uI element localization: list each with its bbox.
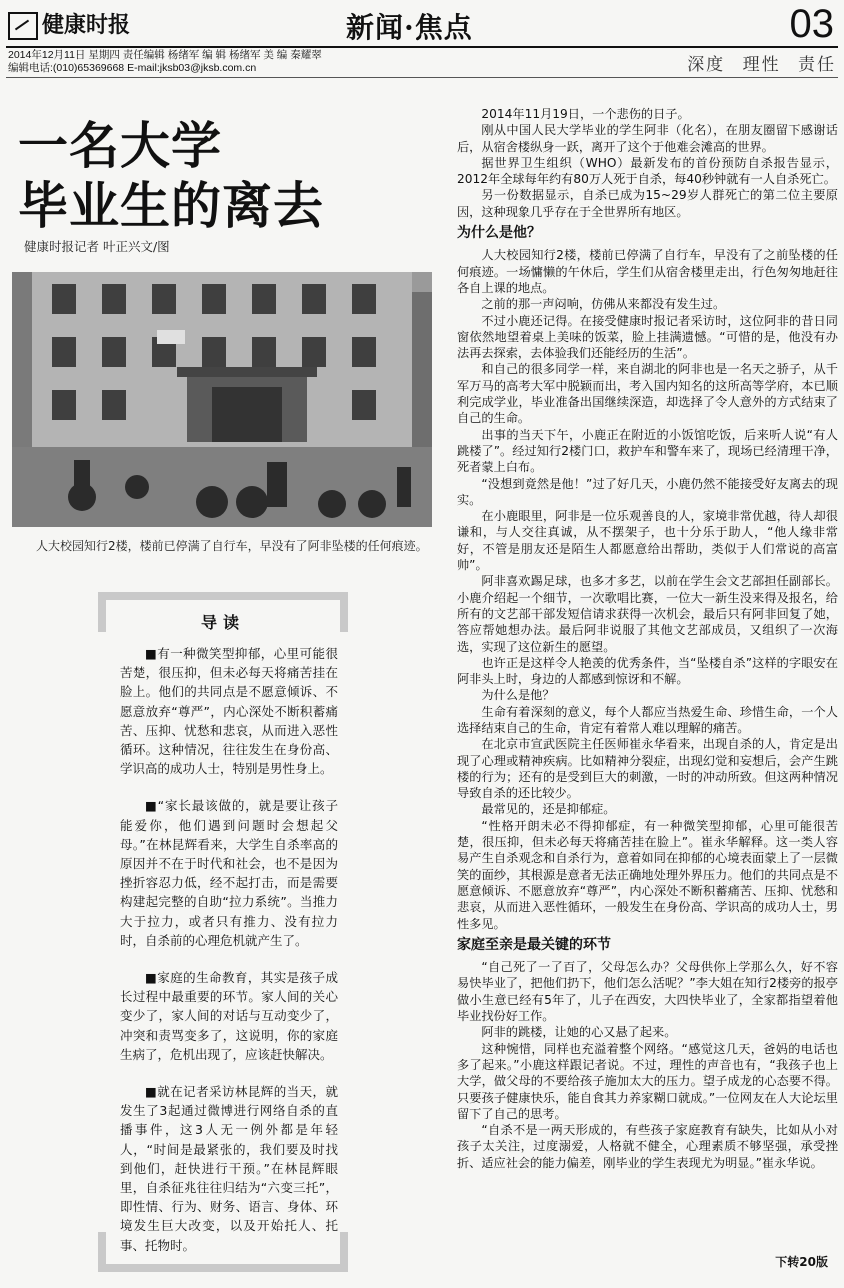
article-paragraph: 阿非喜欢踢足球，也多才多艺，以前在学生会文艺部担任副部长。小鹿介绍起一个细节，一次歌唱比赛，一位大一新生没来得及报名，给所有的文艺部干部发短信请求获得一次机会，最后只有阿非回复了她，答应帮她想办法。最后阿非说服了其他文艺部成员，又组织了一次海选，实现了这位新生的愿望。 <box>457 574 838 654</box>
section-title: 新闻·焦点 <box>346 11 473 44</box>
article-paragraph: “没想到竟然是他！”过了好几天，小鹿仍然不能接受好友离去的现实。 <box>457 476 838 507</box>
tagline-item: 理性 <box>742 55 781 75</box>
guide-paragraph: ■有一种微笑型抑郁，心里可能很苦楚，很压抑，但未必每天将痛苦挂在脸上。他们的共同点是不愿意倾诉、不愿意放弃“尊严”，内心深处不断积蓄痛苦、压抑、忧愁和悲哀，从而进入恶性循环。这种情况，往往发生在身份高、学识高的成功人士，特别是男性身上。 <box>120 646 338 777</box>
article-paragraph: 在北京市宣武医院主任医师崔永华看来，出现自杀的人，肯定是出现了心理或精神疾病。比如精神分裂症，出现幻觉和妄想后，会产生跳楼的行为；还有的是受到巨大的刺激，一时的冲动所致。但这两种情况导致自杀的还比较少。 <box>457 737 838 801</box>
article-paragraph: 生命有着深刻的意义，每个人都应当热爱生命、珍惜生命，一个人选择结束自己的生命，肯定有着常人难以理解的痛苦。 <box>457 704 838 735</box>
photo-caption: 人大校园知行2楼，楼前已停满了自行车，早没有了阿非坠楼的任何痕迹。 <box>36 539 428 553</box>
newspaper-name: 健康时报 <box>42 12 131 38</box>
guide-border-top <box>98 592 348 600</box>
article-paragraph: “性格开朗未必不得抑郁症，有一种微笑型抑郁，心里可能很苦楚，很压抑，但未必每天将痛苦挂在脸上”。崔永华解释。这一类人容易产生自杀观念和自杀行为，意着如同在抑郁的心境表面蒙上了一层微笑的面纱，其根源是意者无法正确地处理外界压力。他们的共同点是不愿意倾诉、不愿意放弃“尊严”，内心深处不断积蓄痛苦、压抑、忧愁和悲哀，从而进入恶性循环，一般发生在身份高、学识高的成功人士，男性多见。 <box>457 818 838 931</box>
article-body <box>457 106 838 1171</box>
article-paragraph: 和自己的很多同学一样，来自湖北的阿非也是一名天之骄子，从千军万马的高考大军中脱颖而出，考入国内知名的这所高等学府，本已顺利完成学业，毕业准备出国继续深造，却选择了令人意外的方式结束了自己的生命。 <box>457 362 838 426</box>
continued-on-page: 下转20版 <box>775 1255 828 1269</box>
guide-corner <box>340 1232 348 1272</box>
taglines <box>677 50 836 75</box>
section-heading: 为什么是他？ <box>457 225 541 242</box>
guide-body <box>120 644 338 1273</box>
guide-paragraph: ■家庭的生命教育，其实是孩子成长过程中最重要的环节。家人间的关心变少了，家人间的对话与互动变少了，冲突和责骂变多了，这说明，你的家庭生病了，危机出现了，应该赶快解决。 <box>120 970 338 1062</box>
byline: 健康时报记者 叶正兴文/图 <box>24 239 170 254</box>
header-rule <box>6 46 838 48</box>
news-photo <box>12 272 432 527</box>
meta-rule <box>6 77 838 78</box>
article-paragraph: “自己死了一了百了，父母怎么办？父母供你上学那么久，好不容易快毕业了，把他们扔下，他们怎么活呢？”李大姐在知行2楼旁的报亭做小生意已经有5年了，儿子在西安，大四快毕业了，全家都指望着他毕业找份好工作。 <box>457 960 838 1024</box>
masthead <box>6 4 838 44</box>
headline <box>18 116 324 236</box>
section-heading: 家庭至亲是最关键的环节 <box>457 936 611 953</box>
guide-box <box>98 592 348 1272</box>
headline-line-2: 毕业生的离去 <box>18 176 324 235</box>
article-paragraph: 为什么是他？ <box>481 688 555 703</box>
guide-corner <box>98 1232 106 1272</box>
article-paragraph: 不过小鹿还记得。在接受健康时报记者采访时，这位阿非的昔日同窗依然地望着桌上美味的饭菜，脸上挂满遗憾。“可惜的是，他没有办法再去探索，去体验我们还能经历的生活”。 <box>457 313 838 361</box>
article-paragraph: 最常见的，还是抑郁症。 <box>481 802 616 817</box>
article-paragraph: “自杀不是一两天形成的，有些孩子家庭教育有缺失，比如从小对孩子太关注，过度溺爱，人格就不健全，心理素质不够坚强，承受挫折、适应社会的能力偏差，刚毕业的学生表现尤为明显。”崔永华说。 <box>457 1123 838 1170</box>
article-paragraph: 这种惋惜，同样也充溢着整个网络。“感觉这几天，爸妈的电话也多了起来。”小鹿这样跟记者说。不过，理性的声音也有，“我孩子也上大学，做父母的不要给孩子施加太大的压力。望子成龙的心态要不得。只要孩子健康快乐，能自食其力养家糊口就成。”一位网友在人大论坛里留下了自己的思考。 <box>457 1041 838 1121</box>
page-number: 03 <box>789 2 834 46</box>
article-paragraph: 阿非的跳楼，让她的心又悬了起来。 <box>481 1025 677 1040</box>
headline-line-1: 一名大学 <box>18 116 222 175</box>
article-paragraph: 在小鹿眼里，阿非是一位乐观善良的人，家境非常优越，待人却很谦和，与人交往真诚，从不摆架子，也十分乐于助人，“他人缘非常好，不管是朋友还是陌生人都愿意给出帮助，类似于人们常说的高富帅”。 <box>457 509 838 573</box>
article-paragraph: 据世界卫生组织（WHO）最新发布的首份预防自杀报告显示，2012年全球每年约有80万人死于自杀，每40秒钟就有一人自杀死亡。 <box>457 155 838 187</box>
tagline-item: 深度 <box>687 55 726 75</box>
article-paragraph: 之前的那一声闷响，仿佛从来都没有发生过。 <box>481 297 726 312</box>
tagline-item: 责任 <box>798 55 836 75</box>
newspaper-logo <box>8 8 130 40</box>
logo-mark-icon <box>8 12 38 40</box>
article-paragraph: 也许正是这样令人艳羡的优秀条件，当“坠楼自杀”这样的字眼安在阿非头上时，身边的人都感到惊讶和不解。 <box>457 655 838 687</box>
article-paragraph: 人大校园知行2楼，楼前已停满了自行车，早没有了之前坠楼的任何痕迹。一场慵懒的午休后，学生们从宿舍楼里走出，行色匆匆地赶往各自上课的地点。 <box>457 248 838 295</box>
guide-title: 导读 <box>200 613 245 632</box>
article-paragraph: 另一份数据显示，自杀已成为15~29岁人群死亡的第二位主要原因，这种现象几乎存在于全世界所有地区。 <box>457 188 838 219</box>
meta-line-date: 2014年12月11日 星期四 责任编辑 杨绪军 编 辑 杨绪军 美 编 秦耀翠 <box>8 49 322 61</box>
article-paragraph: 出事的当天下午，小鹿正在附近的小饭馆吃饭，后来听人说“有人跳楼了”。经过知行2楼门口，救护车和警车来了，现场已经清理干净，死者蒙上白布。 <box>457 427 838 475</box>
guide-paragraph: ■“家长最该做的，就是要让孩子能爱你，他们遇到问题时会想起父母。”在林昆辉看来，大学生自杀率高的原因并不在于时代和社会，也不是因为挫折容忍力低，经不起打击，而是需要构建起完整的自助“拉力系统”。当推力大于拉力，或者只有推力、没有拉力时，自杀前的心理危机就产生了。 <box>120 798 338 948</box>
guide-paragraph: ■就在记者采访林昆辉的当天，就发生了3起通过微博进行网络自杀的直播事件，这3人无一例外都是年轻人，“时间是最紧张的，我们要及时找到他们，赶快进行干预。”在林昆辉眼里，自杀征兆往往归结为“六变三托”，即性情、行为、财务、语言、身体、环境发生巨大改变，以及开始托人、托事、托物时。 <box>120 1084 338 1253</box>
article-paragraph: 2014年11月19日，一个悲伤的日子。 <box>481 107 690 121</box>
campus-building-photo <box>12 272 432 527</box>
meta-line-contact: 编辑电话:(010)65369668 E-mail:jksb03@jksb.com.cn <box>8 62 257 74</box>
article-paragraph: 刚从中国人民大学毕业的学生阿非（化名），在朋友圈留下感谢话后，从宿舍楼纵身一跃，离开了这个于他难会滩高的世界。 <box>457 123 838 154</box>
